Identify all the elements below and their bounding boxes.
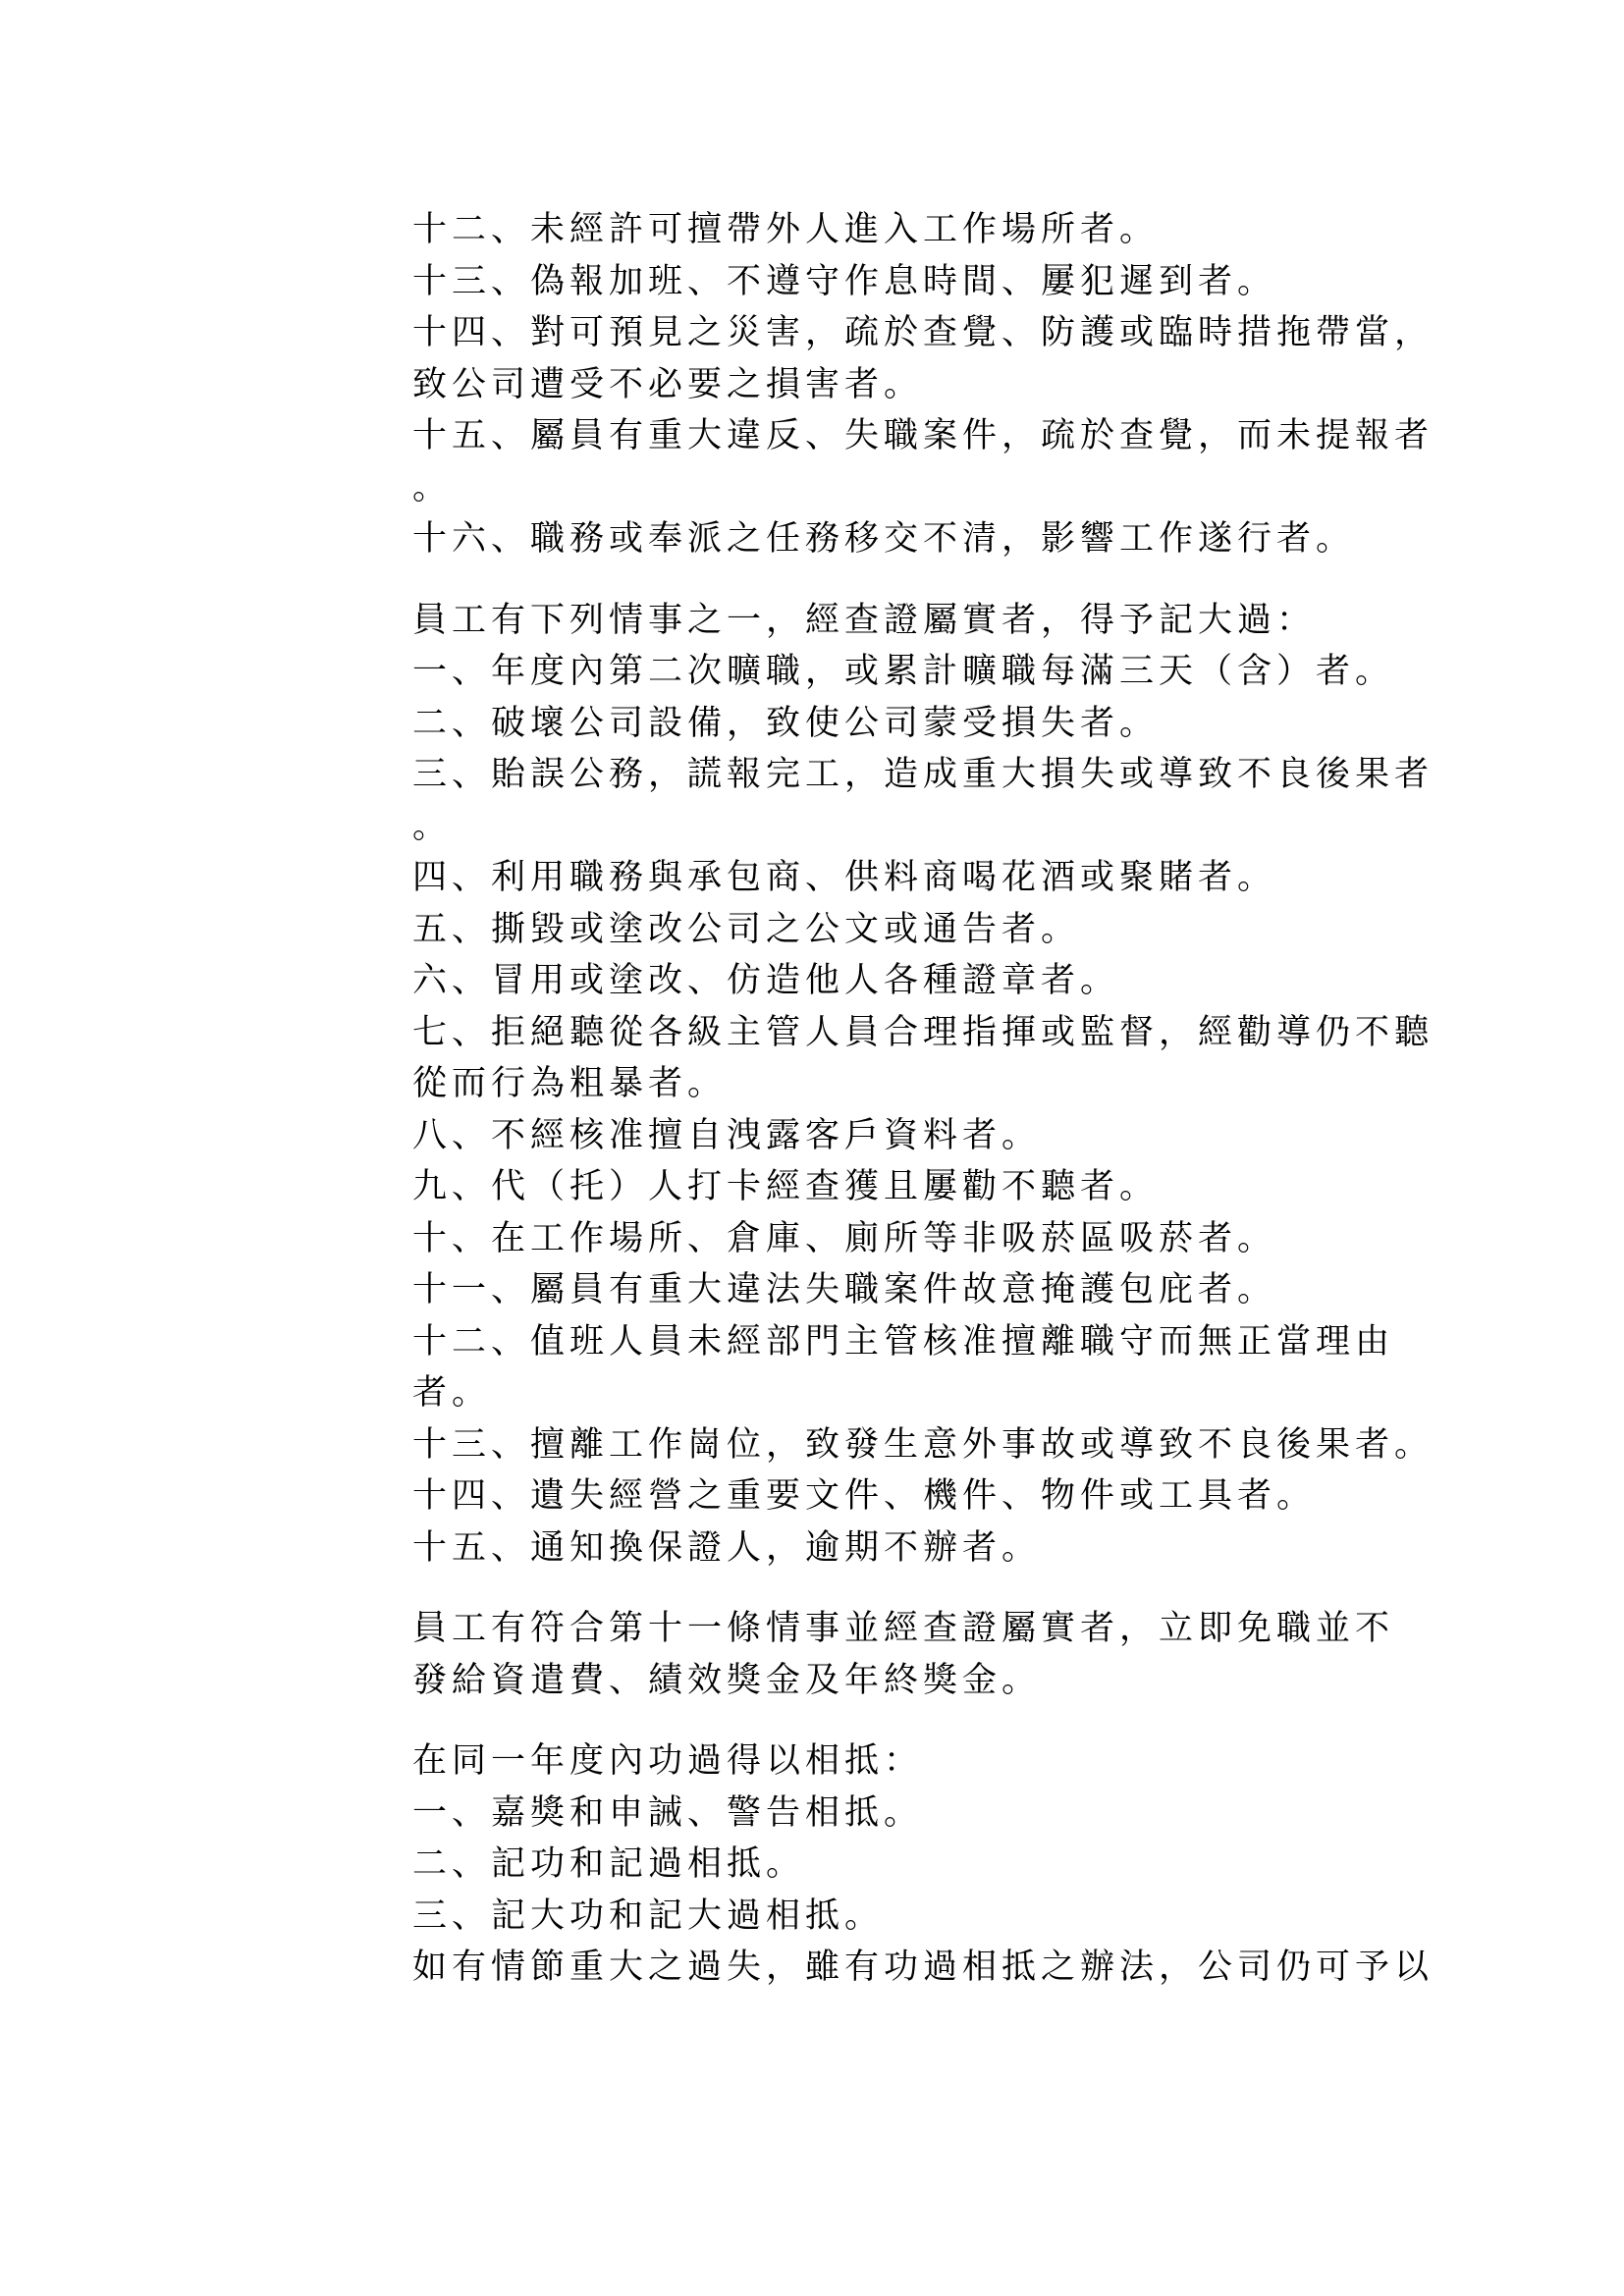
paragraph-line: 員工有符合第十一條情事並經查證屬實者，立即免職並不	[412, 1609, 1395, 1648]
clause-15b	[412, 1522, 1394, 1575]
section-minor-offense-items	[412, 204, 1435, 565]
clause-line: 三、記大功和記大過相抵。	[412, 1896, 885, 1936]
clause-7	[412, 1007, 1435, 1110]
clause-8	[412, 1110, 1394, 1162]
section-dismissal	[412, 1603, 1394, 1706]
paragraph-spacing	[412, 1574, 1394, 1603]
clause-line: 十三、偽報加班、不遵守作息時間、屢犯遲到者。	[412, 261, 1277, 301]
clause-15	[412, 410, 1435, 513]
clause-line: 十四、遺失經營之重要文件、機件、物件或工具者。	[412, 1476, 1317, 1516]
clause-line: 十二、值班人員未經部門主管核准擅離職守而無正當理由	[412, 1321, 1395, 1362]
clause-line: 十二、未經許可擅帶外人進入工作場所者。	[412, 210, 1160, 249]
clause-line: 二、記功和記過相抵。	[412, 1844, 806, 1884]
heading-text: 員工有下列情事之一，經查證屬實者，得予記大過：	[412, 600, 1317, 640]
clause-line: 十四、對可預見之災害，疏於查覺、防護或臨時措拖帶當，	[412, 313, 1435, 352]
clause-13	[412, 256, 1394, 308]
clause-4	[412, 852, 1394, 904]
section-major-demerit	[412, 595, 1435, 1575]
offset-note	[412, 1942, 1435, 1994]
clause-line: 十、在工作場所、倉庫、廁所等非吸菸區吸菸者。	[412, 1218, 1277, 1258]
clause-line: 十五、通知換保證人，逾期不辦者。	[412, 1527, 1042, 1568]
section-heading-major-demerit	[412, 595, 1394, 647]
paragraph-line: 如有情節重大之過失，雖有功過相抵之辦法，公司仍可予以	[412, 1948, 1435, 1987]
clause-14	[412, 307, 1435, 410]
clause-10	[412, 1213, 1394, 1265]
clause-line-continued: 致公司遭受不必要之損害者。	[412, 364, 924, 404]
clause-14b	[412, 1470, 1394, 1522]
clause-line-continued: 從而行為粗暴者。	[412, 1064, 728, 1103]
paragraph-spacing	[412, 565, 1394, 595]
clause-line: 二、破壞公司設備，致使公司蒙受損失者。	[412, 703, 1160, 743]
clause-line: 一、年度內第二次曠職，或累計曠職每滿三天（含）者。	[412, 652, 1395, 691]
paragraph-line-continued: 發給資遣費、績效獎金及年終獎金。	[412, 1660, 1042, 1700]
clause-line: 五、撕毀或塗改公司之公文或通告者。	[412, 909, 1081, 949]
clause-5	[412, 904, 1394, 956]
clause-1	[412, 646, 1394, 698]
clause-16	[412, 513, 1394, 565]
clause-line: 四、利用職務與承包商、供料商喝花酒或聚賭者。	[412, 858, 1277, 897]
heading-text: 在同一年度內功過得以相抵：	[412, 1741, 924, 1781]
clause-line: 十五、屬員有重大違反、失職案件，疏於查覺，而未提報者	[412, 416, 1435, 455]
paragraph-spacing	[412, 1706, 1394, 1735]
clause-line: 十三、擅離工作崗位，致發生意外事故或導致不良後果者。	[412, 1424, 1435, 1465]
clause-13b	[412, 1419, 1435, 1471]
clause-line: 八、不經核准擅自洩露客戶資料者。	[412, 1115, 1042, 1155]
clause-line: 三、貽誤公務，謊報完工，造成重大損失或導致不良後果者	[412, 755, 1435, 794]
clause-2	[412, 698, 1394, 750]
offset-clause-1	[412, 1788, 1394, 1840]
clause-line: 七、拒絕聽從各級主管人員合理指揮或監督，經勸導仍不聽	[412, 1012, 1435, 1052]
clause-line: 十六、職務或奉派之任務移交不清，影響工作遂行者。	[412, 519, 1356, 559]
clause-line: 一、嘉獎和申誡、警告相抵。	[412, 1792, 924, 1833]
offset-clause-3	[412, 1891, 1394, 1943]
clause-line: 九、代（托）人打卡經查獲且屢勸不聽者。	[412, 1167, 1160, 1206]
clause-line: 六、冒用或塗改、仿造他人各種證章者。	[412, 961, 1120, 1000]
clause-6	[412, 955, 1394, 1007]
clause-11	[412, 1264, 1394, 1316]
section-offset	[412, 1735, 1435, 1994]
clause-9	[412, 1161, 1394, 1213]
clause-line: 十一、屬員有重大違法失職案件故意掩護包庇者。	[412, 1270, 1277, 1309]
dismissal-paragraph	[412, 1603, 1394, 1706]
clause-line-continued: 。	[412, 467, 453, 507]
section-heading-offset	[412, 1735, 1394, 1788]
clause-12	[412, 204, 1394, 256]
clause-3	[412, 749, 1435, 852]
clause-line-continued: 者。	[412, 1373, 492, 1413]
offset-clause-2	[412, 1839, 1394, 1891]
clause-line-continued: 。	[412, 806, 453, 846]
document-body	[412, 204, 1435, 1994]
clause-12b	[412, 1316, 1394, 1419]
